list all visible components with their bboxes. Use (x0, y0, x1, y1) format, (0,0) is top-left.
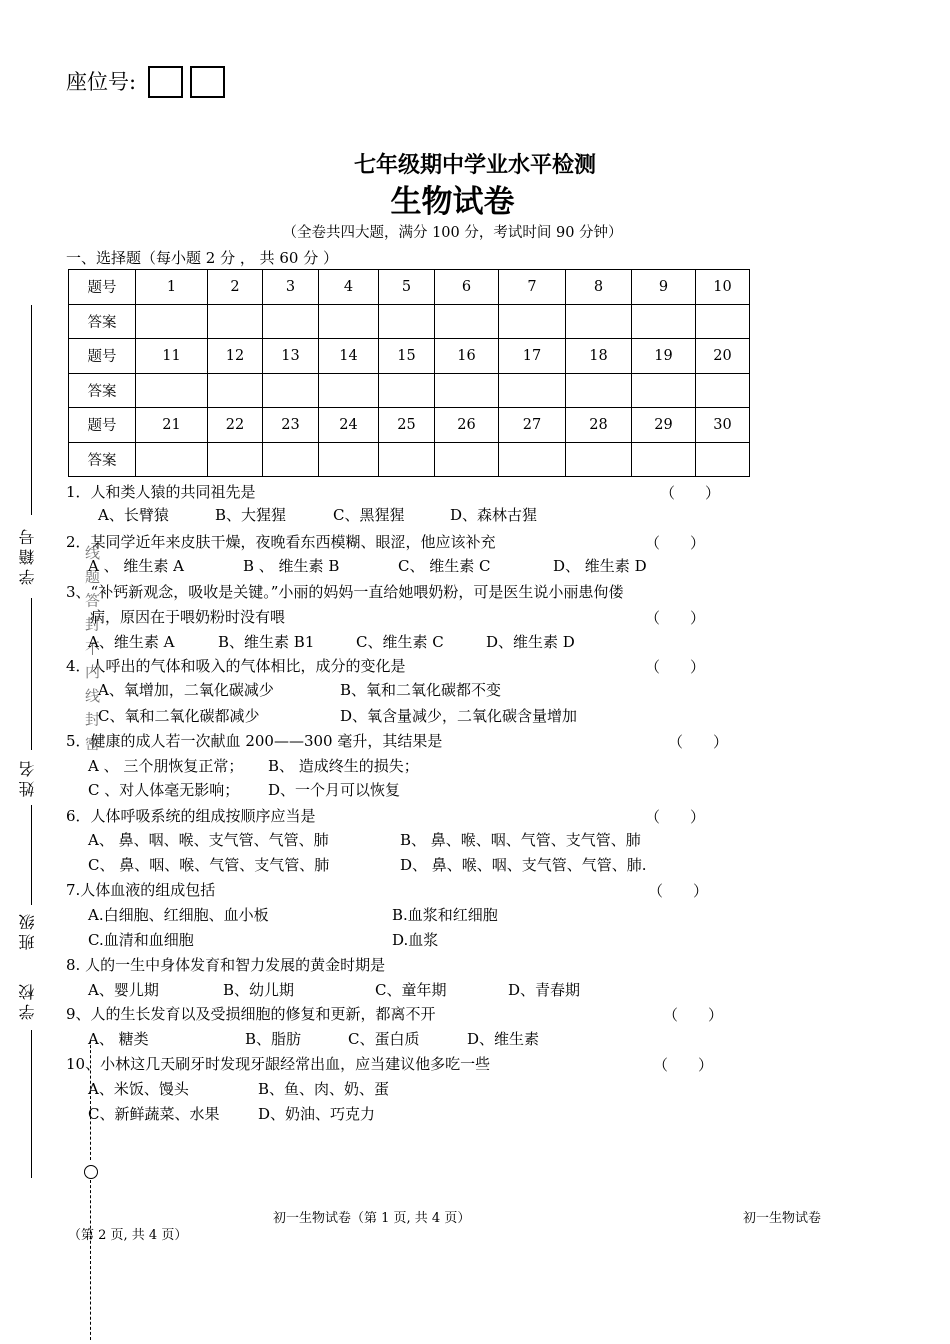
answer-cell[interactable] (435, 373, 499, 408)
answer-option[interactable]: A、婴儿期 (88, 981, 159, 999)
school-label: 学校 (18, 980, 37, 1020)
answer-cell[interactable] (263, 304, 319, 339)
exam-subtitle: （全卷共四大题，满分 100 分，考试时间 90 分钟） (282, 225, 623, 241)
answer-row (69, 373, 750, 408)
question-stem: 8. 人的一生中身体发育和智力发展的黄金时期是 (66, 956, 386, 974)
answer-cell[interactable] (566, 373, 632, 408)
answer-option[interactable]: D、维生素 (467, 1030, 540, 1048)
name-label: 姓名 (18, 757, 37, 797)
seal-dashed-line (90, 1180, 91, 1340)
answer-option[interactable]: B 、 维生素 B (243, 557, 340, 575)
answer-cell[interactable] (632, 304, 696, 339)
question-number-cell: 30 (696, 408, 750, 443)
answer-option[interactable]: C、黑猩猩 (333, 506, 405, 524)
answer-option[interactable]: D、森林古猩 (450, 506, 538, 524)
question-stem: 4．人呼出的气体和吸入的气体相比，成分的变化是 (66, 657, 406, 675)
answer-cell[interactable] (379, 373, 435, 408)
answer-option[interactable]: D、氧含量减少，二氧化碳含量增加 (340, 707, 578, 725)
question-number-cell: 14 (319, 339, 379, 374)
answer-cell[interactable] (208, 373, 263, 408)
question-number-cell: 17 (499, 339, 566, 374)
answer-option[interactable]: C 、对人体毫无影响； (88, 781, 240, 799)
question-number-cell: 3 (263, 270, 319, 305)
answer-cell[interactable] (696, 442, 750, 477)
answer-option[interactable]: B、鱼、肉、奶、蛋 (258, 1080, 390, 1098)
answer-row (69, 304, 750, 339)
question-number-cell: 25 (379, 408, 435, 443)
answer-parentheses: （ ） (660, 484, 721, 502)
answer-cell[interactable] (208, 304, 263, 339)
answer-cell[interactable] (379, 442, 435, 477)
answer-option[interactable]: B、脂肪 (245, 1030, 302, 1048)
answer-option[interactable]: A、米饭、馒头 (88, 1080, 189, 1098)
answer-option[interactable]: C、新鲜蔬菜、水果 (88, 1105, 220, 1123)
question-number-cell: 19 (632, 339, 696, 374)
question-number-cell: 16 (435, 339, 499, 374)
answer-option[interactable]: C、 维生素 C (398, 557, 491, 575)
answer-table (68, 269, 750, 477)
answer-option[interactable]: A、 鼻、咽、喉、支气管、气管、肺 (88, 831, 329, 849)
question-number-cell: 7 (499, 270, 566, 305)
question-number-cell: 24 (319, 408, 379, 443)
answer-cell[interactable] (632, 373, 696, 408)
page-footer-right: 初一生物试卷 (743, 1211, 822, 1226)
answer-option[interactable]: B.血浆和红细胞 (392, 906, 498, 924)
question-number-cell: 26 (435, 408, 499, 443)
answer-cell[interactable] (696, 373, 750, 408)
binding-hole-icon (84, 1165, 98, 1179)
question-number-cell: 12 (208, 339, 263, 374)
question-number-cell: 11 (136, 339, 208, 374)
page-footer: 初一生物试卷（第 1 页, 共 4 页） (273, 1211, 471, 1226)
answer-cell[interactable] (435, 442, 499, 477)
question-stem: 5．健康的成人若一次献血 200——300 毫升，其结果是 (66, 732, 443, 750)
class-label: 班级 (18, 910, 37, 950)
binding-line (31, 598, 32, 750)
question-number-cell: 10 (696, 270, 750, 305)
answer-option[interactable]: B、大猩猩 (215, 506, 287, 524)
binding-line (31, 805, 32, 905)
answer-cell[interactable] (319, 442, 379, 477)
question-stem-continued: 病，原因在于喂奶粉时没有喂 (90, 608, 286, 626)
answer-parentheses: （ ） (653, 1056, 714, 1074)
exam-subject-title: 生物试卷 (390, 184, 515, 220)
answer-option[interactable]: D、 鼻、喉、咽、支气管、气管、肺. (400, 856, 647, 874)
question-number-cell: 18 (566, 339, 632, 374)
answer-cell[interactable] (566, 304, 632, 339)
answer-option[interactable]: C、蛋白质 (348, 1030, 420, 1048)
answer-option[interactable]: B、 造成终生的损失； (268, 757, 419, 775)
seat-number-box[interactable] (190, 66, 225, 98)
question-stem: 6．人体呼吸系统的组成按顺序应当是 (66, 807, 316, 825)
question-number-cell: 23 (263, 408, 319, 443)
question-number-cell: 22 (208, 408, 263, 443)
answer-option[interactable]: A.白细胞、红细胞、血小板 (88, 906, 269, 924)
answer-option[interactable]: D、维生素 D (486, 633, 575, 651)
question-stem: 2．某同学近年来皮肤干燥，夜晚看东西模糊、眼涩，他应该补充 (66, 533, 496, 551)
answer-cell[interactable] (435, 304, 499, 339)
answer-parentheses: （ ） (668, 733, 729, 751)
answer-option[interactable]: B、 鼻、喉、咽、气管、支气管、肺 (400, 831, 641, 849)
question-stem: 9、人的生长发育以及受损细胞的修复和更新，都离不开 (66, 1005, 436, 1023)
question-number-cell: 21 (136, 408, 208, 443)
answer-row (69, 442, 750, 477)
answer-option[interactable]: D.血浆 (392, 931, 439, 949)
answer-option[interactable]: D、一个月可以恢复 (268, 781, 401, 799)
answer-option[interactable]: A、氧增加，二氧化碳减少 (98, 681, 274, 699)
answer-cell[interactable] (632, 442, 696, 477)
seal-line-text: 线 题 答 封 不 内 线 封 密 (83, 545, 101, 753)
answer-parentheses: （ ） (645, 609, 706, 627)
student-id-label: 学籍号 (18, 525, 37, 585)
question-number-cell: 20 (696, 339, 750, 374)
answer-option[interactable]: D、青春期 (508, 981, 581, 999)
question-number-cell: 15 (379, 339, 435, 374)
row-label: 题号 (69, 270, 136, 305)
answer-option[interactable]: A 、 三个朋恢复正常； (88, 757, 244, 775)
section-heading: 一、选择题（每小题 2 分 ， 共 60 分 ） (66, 249, 339, 267)
question-number-cell: 8 (566, 270, 632, 305)
answer-option[interactable]: D、 维生素 D (553, 557, 647, 575)
answer-cell[interactable] (319, 304, 379, 339)
seal-dashed-line (90, 1040, 91, 1160)
row-label: 答案 (69, 442, 136, 477)
question-number-cell: 4 (319, 270, 379, 305)
answer-parentheses: （ ） (645, 658, 706, 676)
answer-option[interactable]: A、长臂猿 (98, 506, 169, 524)
answer-option[interactable]: A 、 维生素 A (88, 557, 184, 575)
row-label: 答案 (69, 304, 136, 339)
question-number-row (69, 339, 750, 374)
answer-cell[interactable] (263, 442, 319, 477)
answer-cell[interactable] (136, 304, 208, 339)
answer-option[interactable]: A、维生素 A (88, 633, 175, 651)
row-label: 题号 (69, 408, 136, 443)
question-number-cell: 13 (263, 339, 319, 374)
answer-cell[interactable] (499, 442, 566, 477)
question-stem: 1．人和类人猿的共同祖先是 (66, 483, 256, 501)
answer-option[interactable]: C、童年期 (375, 981, 447, 999)
answer-cell[interactable] (379, 304, 435, 339)
binding-line (31, 1030, 32, 1178)
question-number-cell: 9 (632, 270, 696, 305)
answer-option[interactable]: B、维生素 B1 (218, 633, 315, 651)
seat-number-label: 座位号: (66, 70, 137, 94)
answer-cell[interactable] (263, 373, 319, 408)
answer-option[interactable]: C.血清和血细胞 (88, 931, 194, 949)
question-number-cell: 29 (632, 408, 696, 443)
answer-option[interactable]: B、氧和二氧化碳都不变 (340, 681, 502, 699)
question-number-cell: 28 (566, 408, 632, 443)
question-number-cell: 5 (379, 270, 435, 305)
answer-parentheses: （ ） (645, 534, 706, 552)
seat-number-box[interactable] (148, 66, 183, 98)
answer-option[interactable]: B、幼儿期 (223, 981, 295, 999)
answer-cell[interactable] (208, 442, 263, 477)
question-number-cell: 2 (208, 270, 263, 305)
answer-cell[interactable] (499, 373, 566, 408)
answer-cell[interactable] (136, 442, 208, 477)
answer-cell[interactable] (499, 304, 566, 339)
question-stem: 3、“补钙新观念，吸收是关键。”小丽的妈妈一直给她喂奶粉，可是医生说小丽患佝偻 (66, 583, 624, 601)
question-number-row (69, 408, 750, 443)
row-label: 题号 (69, 339, 136, 374)
answer-cell[interactable] (566, 442, 632, 477)
question-number-cell: 1 (136, 270, 208, 305)
answer-option[interactable]: C、 鼻、咽、喉、气管、支气管、肺 (88, 856, 330, 874)
question-number-cell: 6 (435, 270, 499, 305)
answer-parentheses: （ ） (645, 808, 706, 826)
answer-cell[interactable] (696, 304, 750, 339)
exam-title: 七年级期中学业水平检测 (353, 152, 596, 178)
answer-option[interactable]: D、奶油、巧克力 (258, 1105, 376, 1123)
answer-option[interactable]: C、氧和二氧化碳都减少 (98, 707, 260, 725)
answer-option[interactable]: C、维生素 C (356, 633, 444, 651)
answer-cell[interactable] (136, 373, 208, 408)
question-number-cell: 27 (499, 408, 566, 443)
answer-cell[interactable] (319, 373, 379, 408)
binding-line (31, 305, 32, 515)
answer-parentheses: （ ） (663, 1006, 724, 1024)
question-number-row (69, 270, 750, 305)
question-stem: 10、小林这几天刷牙时发现牙龈经常出血，应当建议他多吃一些 (66, 1055, 491, 1073)
question-stem: 7.人体血液的组成包括 (66, 881, 216, 899)
answer-parentheses: （ ） (648, 882, 709, 900)
row-label: 答案 (69, 373, 136, 408)
page-footer-2: （第 2 页, 共 4 页） (68, 1228, 188, 1243)
answer-option[interactable]: A、 糖类 (88, 1030, 149, 1048)
